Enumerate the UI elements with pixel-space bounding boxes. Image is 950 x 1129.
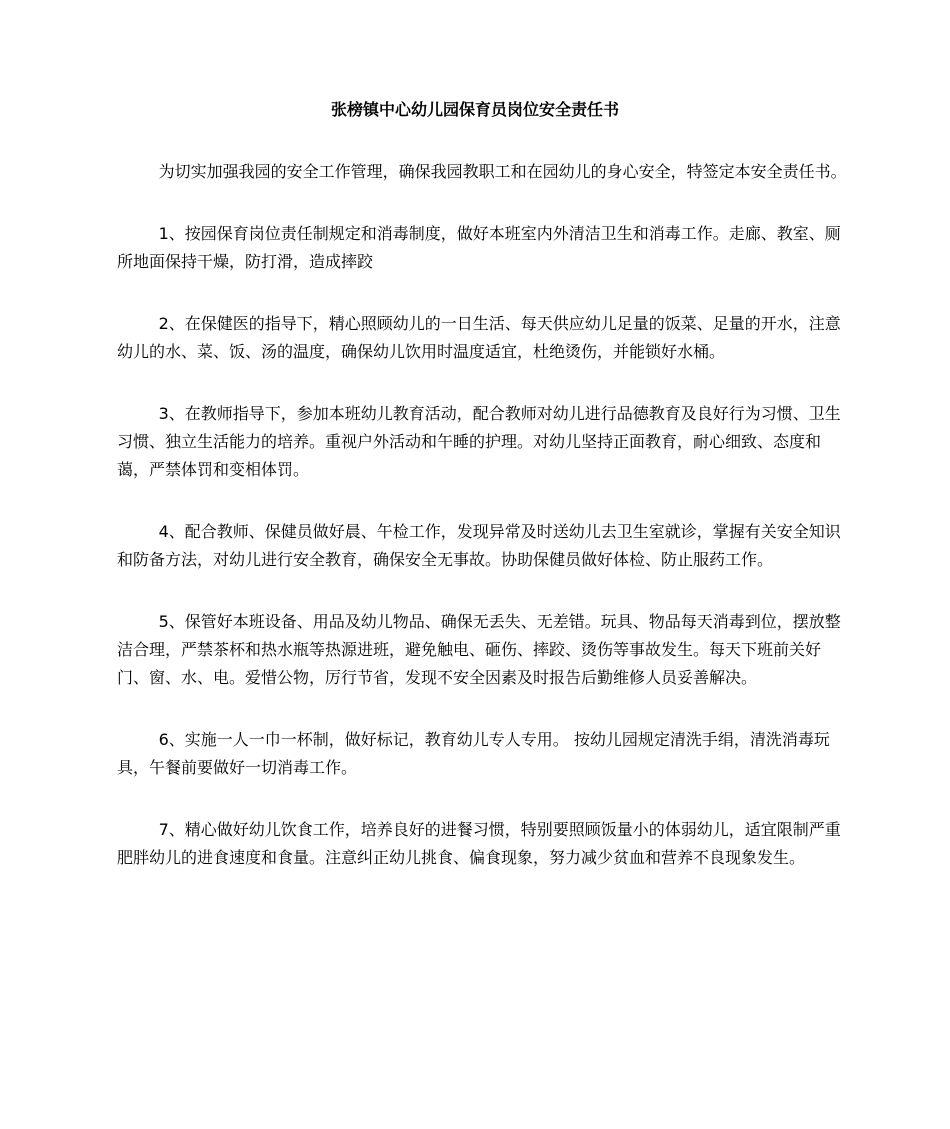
paragraph-item-3: 3、在教师指导下，参加本班幼儿教育活动，配合教师对幼儿进行品德教育及良好行为习惯、卫生习惯、独立生活能力的培养。重视户外活动和午睡的护理。对幼儿坚持正面教育，耐心细致、态度和蔼，严禁体罚和变相体罚。 [117,404,841,479]
document-title: 张榜镇中心幼儿园保育员岗位安全责任书 [330,100,619,119]
document-body [117,158,847,906]
paragraph-item-2: 2、在保健医的指导下，精心照顾幼儿的一日生活、每天供应幼儿足量的饭菜、足量的开水，注意幼儿的水、菜、饭、汤的温度，确保幼儿饮用时温度适宜，杜绝烫伤，并能锁好水桶。 [117,314,841,361]
paragraph-item-4: 4、配合教师、保健员做好晨、午检工作，发现异常及时送幼儿去卫生室就诊，掌握有关安全知识和防备方法，对幼儿进行安全教育，确保安全无事故。协助保健员做好体检、防止服药工作。 [117,522,841,569]
paragraph-item-5: 5、保管好本班设备、用品及幼儿物品、确保无丢失、无差错。玩具、物品每天消毒到位，摆放整洁合理，严禁茶杯和热水瓶等热源进班，避免触电、砸伤、摔跤、烫伤等事故发生。每天下班前关好门、窗、水、电。爱惜公物，厉行节省，发现不安全因素及时报告后勤维修人员妥善解决。 [117,612,841,687]
paragraph-item-1: 1、按园保育岗位责任制规定和消毒制度，做好本班室内外清洁卫生和消毒工作。走廊、教室、厕所地面保持干燥，防打滑，造成摔跤 [117,224,841,271]
paragraph-item-7: 7、精心做好幼儿饮食工作，培养良好的进餐习惯，特别要照顾饭量小的体弱幼儿，适宜限制严重肥胖幼儿的进食速度和食量。注意纠正幼儿挑食、偏食现象，努力减少贫血和营养不良现象发生。 [117,820,841,867]
paragraph-intro: 为切实加强我园的安全工作管理，确保我园教职工和在园幼儿的身心安全，特签定本安全责任书。 [158,162,847,181]
paragraph-item-6: 6、实施一人一巾一杯制，做好标记，教育幼儿专人专用。 按幼儿园规定清洗手绢，清洗消毒玩具，午餐前要做好一切消毒工作。 [117,730,830,777]
